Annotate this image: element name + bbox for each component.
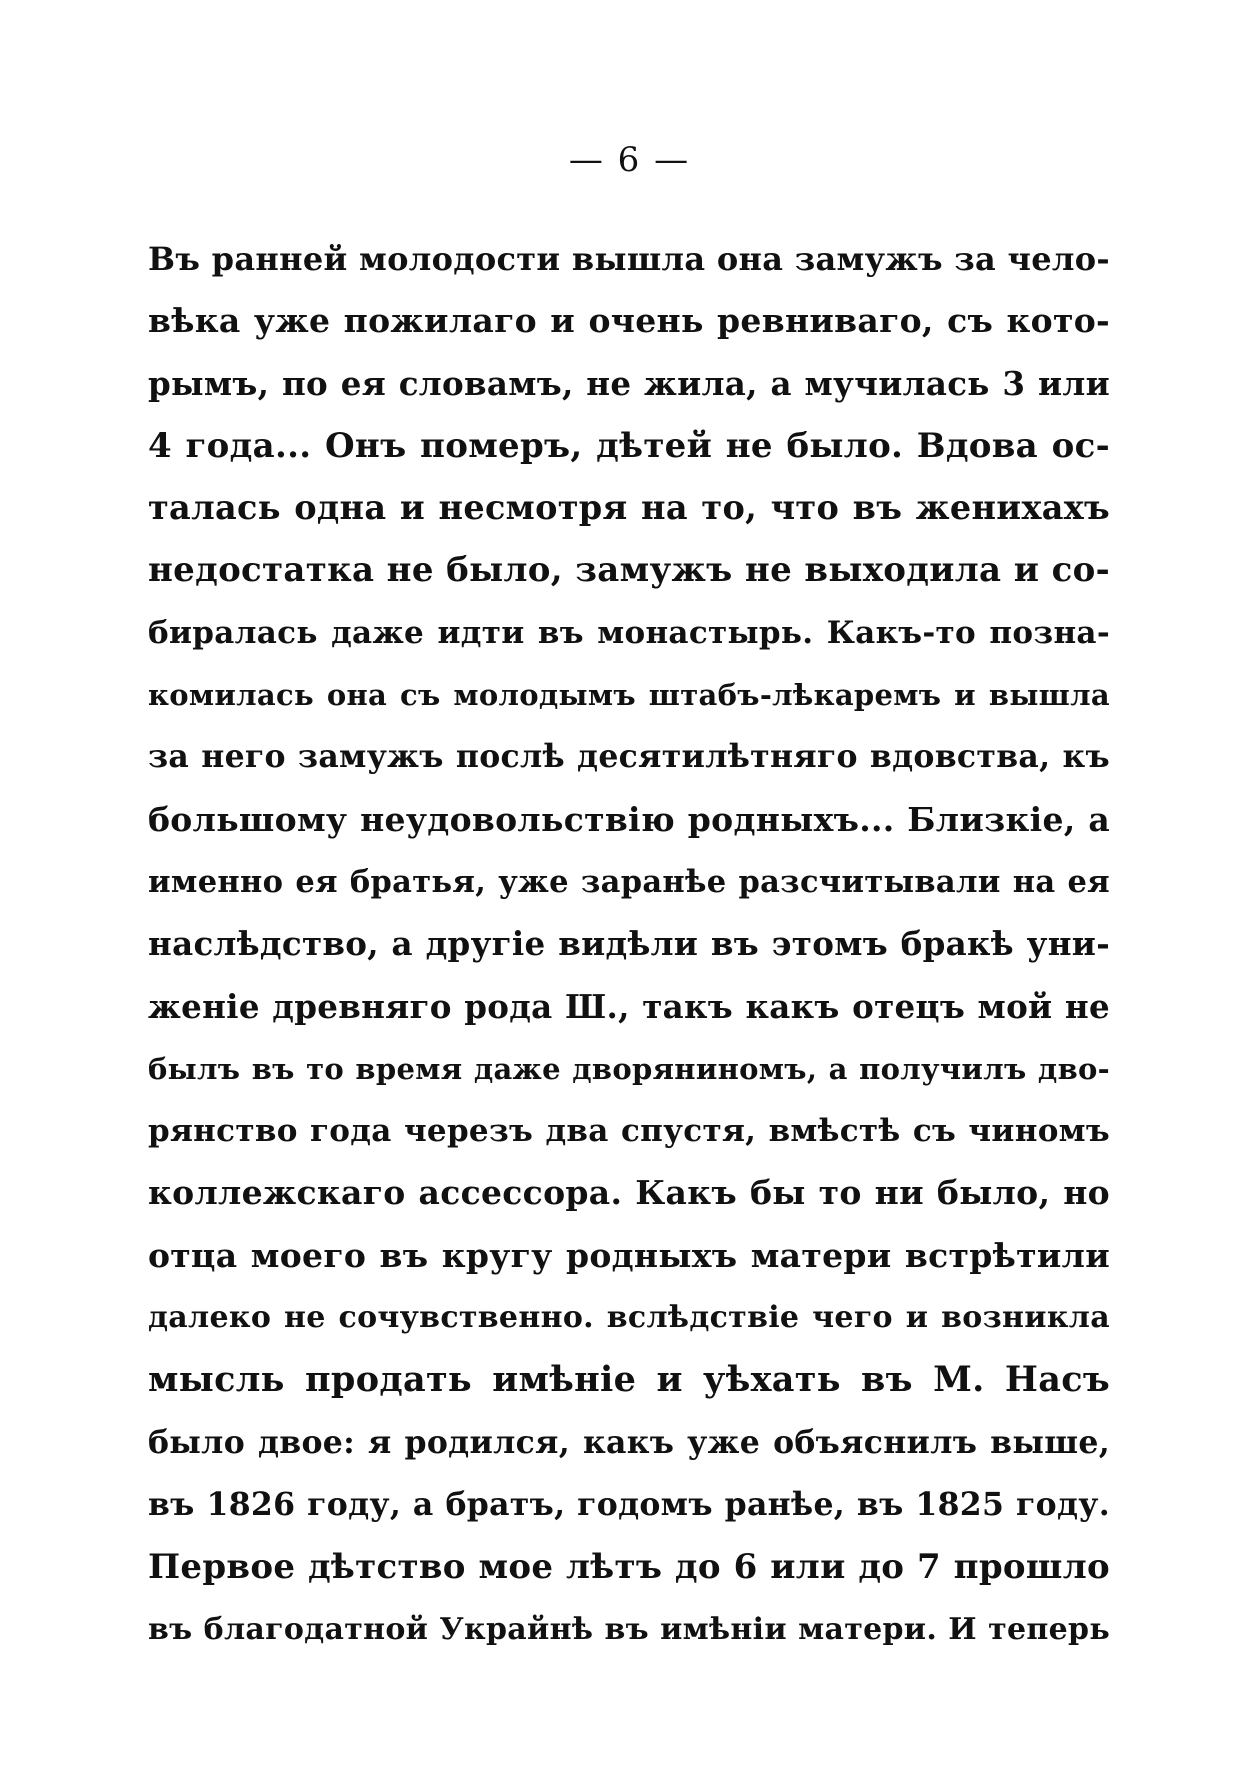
text-line: въ благодатной Украйнѣ въ имѣніи матери. И теперь	[148, 1611, 1110, 1647]
text-line: именно ея братья, уже заранѣе разсчитывали на ея	[148, 863, 1110, 900]
text-line: 4 года... Онъ померъ, дѣтей не было. Вдова ос-	[148, 425, 1110, 466]
text-line: былъ въ то время даже дворяниномъ, а получилъ дво-	[148, 1051, 1110, 1086]
text-line: вѣка уже пожилаго и очень ревниваго, съ кото-	[148, 301, 1110, 341]
body-text	[148, 228, 1110, 1661]
text-line: комилась она съ молодымъ штабъ-лѣкаремъ и вышла	[148, 678, 1110, 713]
text-line: было двое: я родился, какъ уже объяснилъ выше,	[148, 1423, 1110, 1461]
text-line: женіе древняго рода Ш., такъ какъ отецъ мой не	[148, 986, 1110, 1026]
text-line: талась одна и несмотря на то, что въ женихахъ	[148, 488, 1110, 528]
text-line: наслѣдство, а другіе видѣли въ этомъ бракѣ уни-	[148, 924, 1110, 964]
text-line: рянство года черезъ два спустя, вмѣстѣ съ чиномъ	[148, 1113, 1110, 1150]
text-line: далеко не сочувственно. вслѣдствіе чего и возникла	[148, 1300, 1110, 1336]
text-line: биралась даже идти въ монастырь. Какъ-то позна-	[148, 614, 1110, 651]
text-line: рымъ, по ея словамъ, не жила, а мучилась 3 или	[148, 363, 1110, 403]
text-line: Первое дѣтство мое лѣтъ до 6 или до 7 прошло	[148, 1547, 1110, 1588]
text-line: отца моего въ кругу родныхъ матери встрѣтили	[148, 1235, 1110, 1275]
text-line: въ 1826 году, а братъ, годомъ ранѣе, въ 1825 году.	[148, 1485, 1110, 1523]
text-line: за него замужъ послѣ десятилѣтняго вдовства, къ	[148, 738, 1110, 776]
page-number: — 6 —	[568, 140, 691, 180]
text-line: большому неудовольствію родныхъ... Близкіе, а	[148, 799, 1110, 839]
text-line: коллежскаго ассессора. Какъ бы то ни было, но	[148, 1173, 1110, 1213]
text-line: недостатка не было, замужъ не выходила и со-	[148, 550, 1110, 591]
text-line: мысль продать имѣніе и уѣхать въ М. Насъ	[148, 1359, 1110, 1401]
text-line: Въ ранней молодости вышла она замужъ за чело-	[148, 240, 1110, 278]
